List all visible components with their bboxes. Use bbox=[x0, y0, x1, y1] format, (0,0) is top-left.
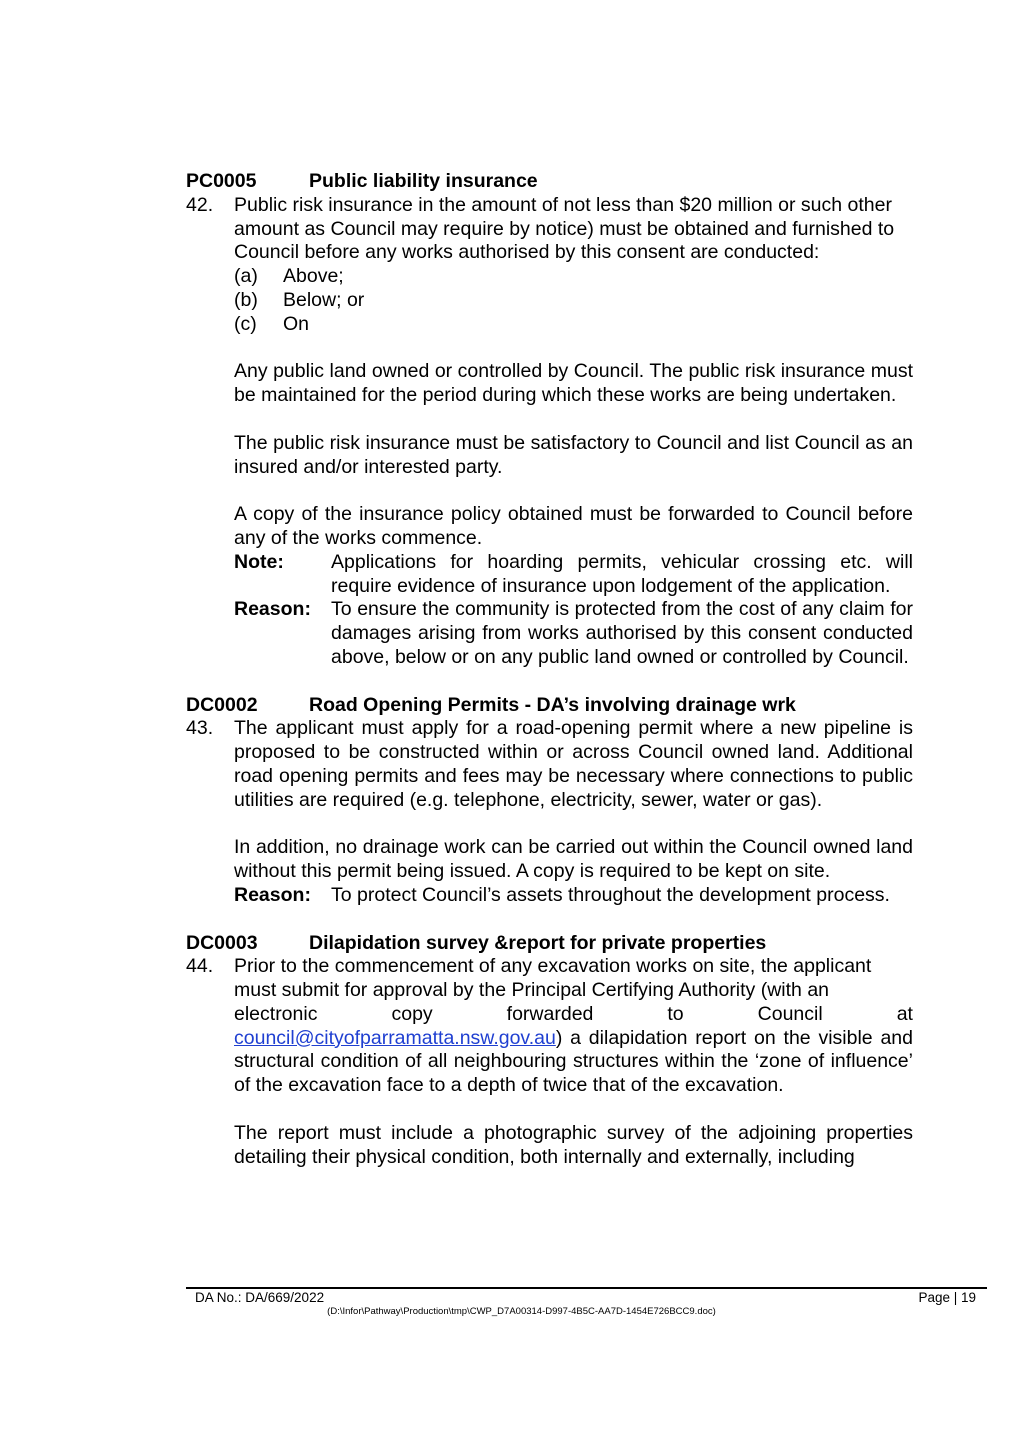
paragraph: The report must include a photographic survey of the adjoining properties detailing their physical condition, both internally and externally, including bbox=[234, 1121, 913, 1168]
condition-body bbox=[234, 717, 913, 907]
word: electronic bbox=[234, 1002, 318, 1025]
condition-body bbox=[234, 955, 913, 1169]
list-item-label: (c) bbox=[234, 312, 257, 335]
word: Council bbox=[757, 1002, 823, 1025]
reason-label: Reason: bbox=[234, 883, 311, 906]
spacer bbox=[186, 908, 913, 932]
word: to bbox=[667, 1002, 684, 1025]
footer-file-path: (D:\Infor\Pathway\Production\tmp\CWP_D7A00314-D997-4B5C-AA7D-1454E726BCC9.doc) bbox=[327, 1306, 716, 1317]
list-item bbox=[234, 265, 913, 289]
section-code: DC0002 bbox=[186, 693, 258, 716]
list-item-label: (b) bbox=[234, 288, 258, 311]
footer-page-number: Page | 19 bbox=[918, 1290, 976, 1305]
section-code: DC0003 bbox=[186, 931, 258, 954]
page-content bbox=[186, 170, 913, 1169]
condition-number: 43. bbox=[186, 717, 214, 740]
condition-body bbox=[234, 194, 913, 670]
condition-number: 42. bbox=[186, 193, 214, 216]
section-title: Public liability insurance bbox=[309, 170, 538, 192]
condition-number: 44. bbox=[186, 955, 214, 978]
list-item-label: (a) bbox=[234, 265, 258, 288]
section-title: Dilapidation survey &report for private properties bbox=[309, 931, 767, 954]
note-text: Applications for hoarding permits, vehicular crossing etc. will require evidence of insurance upon lodgement of the application. bbox=[331, 550, 913, 597]
condition-intro: Public risk insurance in the amount of not less than $20 million or such other amount as Council may require by notice) must be obtained and furnished to Council before any works authorised by this consent are conducted: bbox=[234, 193, 895, 264]
spacer bbox=[234, 337, 913, 361]
spacer bbox=[234, 479, 913, 503]
line-text: must submit for approval by the Principal Certifying Authority (with an bbox=[234, 979, 830, 1002]
paragraph-line bbox=[234, 955, 913, 979]
paragraph: The public risk insurance must be satisfactory to Council and list Council as an insured and/or interested party. bbox=[234, 431, 913, 478]
list-item-text: Below; or bbox=[283, 288, 365, 311]
list-item bbox=[234, 313, 913, 337]
paragraph: In addition, no drainage work can be carried out within the Council owned land without this permit being issued. A copy is required to be kept on site. bbox=[234, 836, 913, 883]
spacer bbox=[234, 813, 913, 837]
section-heading-pc0005 bbox=[186, 170, 913, 194]
paragraph-line bbox=[234, 979, 913, 1003]
note-block bbox=[234, 551, 913, 599]
condition-44 bbox=[186, 955, 913, 1169]
reason-block bbox=[234, 884, 913, 908]
word: forwarded bbox=[506, 1002, 594, 1025]
reason-text: To ensure the community is protected from the cost of any claim for damages arising from works authorised by this consent conducted above, below or on any public land owned or controlled by Council. bbox=[331, 598, 913, 668]
condition-43 bbox=[186, 717, 913, 907]
word: at bbox=[896, 1002, 913, 1025]
word: copy bbox=[391, 1002, 433, 1025]
spacer bbox=[234, 1098, 913, 1122]
location-list bbox=[234, 265, 913, 336]
paragraph bbox=[234, 1027, 913, 1098]
spacer bbox=[234, 408, 913, 432]
list-item-text: Above; bbox=[283, 265, 344, 288]
section-title: Road Opening Permits - DA’s involving drainage wrk bbox=[309, 693, 796, 716]
section-code: PC0005 bbox=[186, 170, 257, 192]
condition-42 bbox=[186, 194, 913, 670]
email-link[interactable]: council@cityofparramatta.nsw.gov.au bbox=[234, 1026, 556, 1049]
footer-da-number: DA No.: DA/669/2022 bbox=[195, 1290, 325, 1305]
line-text: Prior to the commencement of any excavation works on site, the applicant bbox=[234, 955, 872, 978]
list-item-text: On bbox=[283, 312, 310, 335]
reason-label: Reason: bbox=[234, 598, 311, 621]
note-label: Note: bbox=[234, 550, 284, 573]
paragraph: The applicant must apply for a road-opening permit where a new pipeline is proposed to be constructed within or across Council owned land. Additional road opening permits and fees may be necessary where connections to public utilities are required (e.g. telephone, electricity, sewer, water or gas). bbox=[234, 717, 913, 811]
reason-block bbox=[234, 598, 913, 669]
section-heading-dc0002 bbox=[186, 694, 913, 718]
list-item bbox=[234, 289, 913, 313]
reason-text: To protect Council’s assets throughout the development process. bbox=[331, 883, 890, 906]
paragraph: Any public land owned or controlled by Council. The public risk insurance must be maintained for the period during which these works are being undertaken. bbox=[234, 360, 913, 407]
footer-divider bbox=[186, 1287, 987, 1289]
spacer bbox=[186, 670, 913, 694]
section-heading-dc0003 bbox=[186, 932, 913, 956]
paragraph-line-spread bbox=[234, 1003, 913, 1027]
paragraph-text: ) a dilapidation report on the visible and structural condition of all neighbouring structures within the ‘zone of influence’ of the excavation face to a depth of twice that of the excavation. bbox=[234, 1026, 913, 1097]
paragraph: A copy of the insurance policy obtained must be forwarded to Council before any of the works commence. bbox=[234, 503, 913, 549]
